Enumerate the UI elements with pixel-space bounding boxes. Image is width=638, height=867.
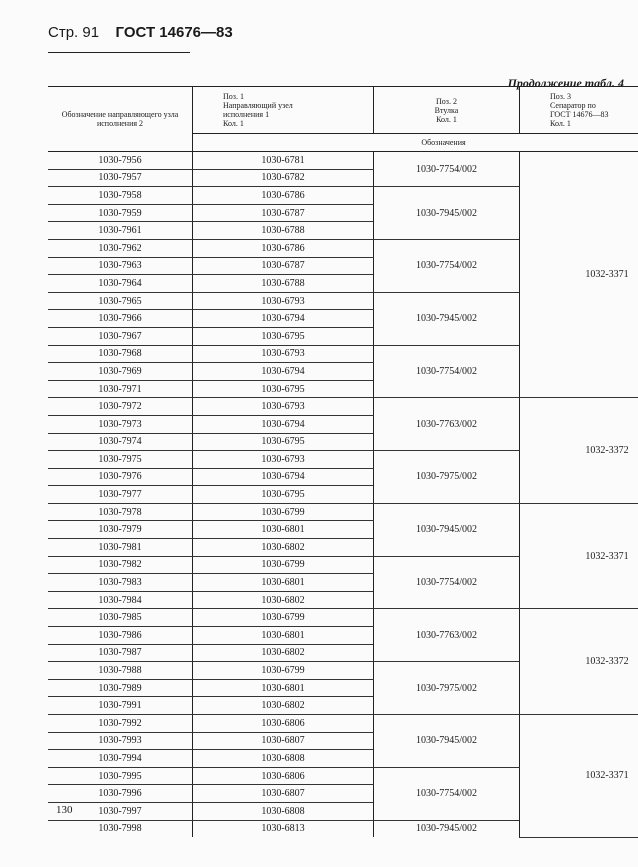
node-designation-v1: 1030-6799 bbox=[193, 503, 374, 521]
node-designation-v1: 1030-6794 bbox=[193, 468, 374, 486]
page-label: Стр. 91 bbox=[48, 24, 100, 41]
bushing-designation: 1030-7975/002 bbox=[374, 662, 520, 715]
node-designation-v1: 1030-6787 bbox=[193, 257, 374, 275]
separator-designation: 1032-3371 bbox=[520, 503, 638, 609]
node-designation-v1: 1030-6795 bbox=[193, 433, 374, 451]
node-designation-v1: 1030-6793 bbox=[193, 398, 374, 416]
table-row bbox=[48, 715, 638, 733]
node-designation-v1: 1030-6807 bbox=[193, 732, 374, 750]
node-designation-v1: 1030-6793 bbox=[193, 451, 374, 469]
node-designation-v1: 1030-6806 bbox=[193, 767, 374, 785]
bushing-designation: 1030-7945/002 bbox=[374, 292, 520, 345]
table-row bbox=[48, 503, 638, 521]
separator-designation: 1032-3372 bbox=[520, 398, 638, 504]
node-designation-v2: 1030-7974 bbox=[48, 433, 193, 451]
parts-table bbox=[48, 86, 631, 838]
node-designation-v1: 1030-6793 bbox=[193, 292, 374, 310]
node-designation-v2: 1030-7958 bbox=[48, 187, 193, 205]
node-designation-v1: 1030-6795 bbox=[193, 486, 374, 504]
node-designation-v1: 1030-6807 bbox=[193, 785, 374, 803]
bushing-designation: 1030-7754/002 bbox=[374, 239, 520, 292]
node-designation-v2: 1030-7989 bbox=[48, 679, 193, 697]
node-designation-v2: 1030-7977 bbox=[48, 486, 193, 504]
bushing-designation: 1030-7945/002 bbox=[374, 715, 520, 768]
header-rule bbox=[48, 52, 190, 53]
node-designation-v1: 1030-6801 bbox=[193, 627, 374, 645]
node-designation-v1: 1030-6795 bbox=[193, 380, 374, 398]
node-designation-v2: 1030-7988 bbox=[48, 662, 193, 680]
node-designation-v2: 1030-7968 bbox=[48, 345, 193, 363]
node-designation-v1: 1030-6801 bbox=[193, 521, 374, 539]
table-row bbox=[48, 398, 638, 416]
node-designation-v2: 1030-7996 bbox=[48, 785, 193, 803]
node-designation-v2: 1030-7966 bbox=[48, 310, 193, 328]
node-designation-v1: 1030-6801 bbox=[193, 679, 374, 697]
node-designation-v2: 1030-7982 bbox=[48, 556, 193, 574]
node-designation-v2: 1030-7984 bbox=[48, 591, 193, 609]
designation-table bbox=[48, 86, 638, 838]
node-designation-v1: 1030-6799 bbox=[193, 556, 374, 574]
node-designation-v2: 1030-7957 bbox=[48, 169, 193, 187]
node-designation-v2: 1030-7998 bbox=[98, 823, 142, 835]
node-designation-v2: 1030-7986 bbox=[48, 627, 193, 645]
node-designation-v2: 1030-7971 bbox=[48, 380, 193, 398]
node-designation-v1: 1030-6802 bbox=[193, 591, 374, 609]
node-designation-v1: 1030-6802 bbox=[193, 539, 374, 557]
node-designation-v2: 1030-7969 bbox=[48, 363, 193, 381]
node-designation-v1: 1030-6794 bbox=[193, 363, 374, 381]
table-continuation-label: Продолжение табл. 4 bbox=[507, 76, 624, 90]
bushing-designation: 1030-7754/002 bbox=[374, 767, 520, 820]
node-designation-v2: 1030-7987 bbox=[48, 644, 193, 662]
node-designation-v2: 1030-7967 bbox=[48, 327, 193, 345]
node-designation-v1: 1030-6782 bbox=[193, 169, 374, 187]
node-designation-v2: 1030-7997 bbox=[48, 802, 193, 820]
bushing-designation: 1030-7763/002 bbox=[374, 609, 520, 662]
node-designation-v1: 1030-6793 bbox=[193, 345, 374, 363]
node-designation-v2: 1030-7978 bbox=[48, 503, 193, 521]
bushing-designation: 1030-7754/002 bbox=[374, 345, 520, 398]
node-designation-v1: 1030-6795 bbox=[193, 327, 374, 345]
node-designation-v2: 1030-7991 bbox=[48, 697, 193, 715]
bushing-designation: 1030-7754/002 bbox=[374, 152, 520, 187]
bushing-designation: 1030-7763/002 bbox=[374, 398, 520, 451]
table-row bbox=[48, 609, 638, 627]
node-designation-v2: 1030-7993 bbox=[48, 732, 193, 750]
node-designation-v2: 1030-7994 bbox=[48, 750, 193, 768]
bushing-designation: 1030-7945/002 bbox=[374, 820, 520, 837]
standard-number: ГОСТ 14676—83 bbox=[115, 24, 233, 41]
node-designation-v2: 1030-7981 bbox=[48, 539, 193, 557]
node-designation-v1: 1030-6799 bbox=[193, 609, 374, 627]
node-designation-v2: 1030-7972 bbox=[48, 398, 193, 416]
node-designation-v2: 1030-7975 bbox=[48, 451, 193, 469]
node-designation-v2: 1030-7983 bbox=[48, 574, 193, 592]
col2-header: Поз. 1 Направляющий узел исполнения 1 Кол. 1 bbox=[193, 87, 374, 134]
node-designation-v1: 1030-6806 bbox=[193, 715, 374, 733]
node-designation-v1: 1030-6787 bbox=[193, 204, 374, 222]
table-row bbox=[48, 152, 638, 170]
bushing-designation: 1030-7975/002 bbox=[374, 451, 520, 504]
page-number: 130 bbox=[56, 804, 73, 816]
separator-designation: 1032-3371 bbox=[520, 152, 638, 398]
bushing-designation: 1030-7945/002 bbox=[374, 503, 520, 556]
page-header bbox=[48, 24, 233, 42]
node-designation-v2: 1030-7995 bbox=[48, 767, 193, 785]
node-designation-v1: 1030-6799 bbox=[193, 662, 374, 680]
node-designation-v1: 1030-6808 bbox=[193, 750, 374, 768]
node-designation-v1: 1030-6794 bbox=[193, 415, 374, 433]
node-designation-v1: 1030-6802 bbox=[193, 644, 374, 662]
node-designation-v2: 1030-7965 bbox=[48, 292, 193, 310]
node-designation-v2: 1030-7961 bbox=[48, 222, 193, 240]
node-designation-v2: 1030-7979 bbox=[48, 521, 193, 539]
node-designation-v2: 1030-7985 bbox=[48, 609, 193, 627]
separator-designation: 1032-3372 bbox=[520, 609, 638, 715]
node-designation-v2: 1030-7976 bbox=[48, 468, 193, 486]
node-designation-v1: 1030-6781 bbox=[193, 152, 374, 170]
table-body bbox=[48, 152, 638, 838]
node-designation-v1: 1030-6788 bbox=[193, 275, 374, 293]
node-designation-v1: 1030-6813 bbox=[193, 820, 374, 837]
node-designation-v2: 1030-7992 bbox=[48, 715, 193, 733]
col3-header: Поз. 2 Втулка Кол. 1 bbox=[374, 87, 520, 134]
node-designation-v1: 1030-6788 bbox=[193, 222, 374, 240]
node-designation-v1: 1030-6802 bbox=[193, 697, 374, 715]
node-designation-v2: 1030-7962 bbox=[48, 239, 193, 257]
node-designation-v1: 1030-6794 bbox=[193, 310, 374, 328]
node-designation-v1: 1030-6801 bbox=[193, 574, 374, 592]
node-designation-v2: 1030-7963 bbox=[48, 257, 193, 275]
node-designation-v1: 1030-6786 bbox=[193, 187, 374, 205]
node-designation-v2: 1030-7964 bbox=[48, 275, 193, 293]
designations-subheader: Обозначения bbox=[193, 134, 638, 152]
separator-designation: 1032-3371 bbox=[520, 715, 638, 838]
node-designation-v2: 1030-7956 bbox=[48, 152, 193, 170]
node-designation-v1: 1030-6808 bbox=[193, 802, 374, 820]
col4-header: Поз. 3 Сепаратор по ГОСТ 14676—83 Кол. 1 bbox=[520, 87, 638, 134]
node-designation-v2: 1030-7959 bbox=[48, 204, 193, 222]
bushing-designation: 1030-7754/002 bbox=[374, 556, 520, 609]
col1-header: Обозначение направляющего узла исполнения 2 bbox=[48, 87, 193, 152]
bushing-designation: 1030-7945/002 bbox=[374, 187, 520, 240]
node-designation-v1: 1030-6786 bbox=[193, 239, 374, 257]
node-designation-v2: 1030-7973 bbox=[48, 415, 193, 433]
